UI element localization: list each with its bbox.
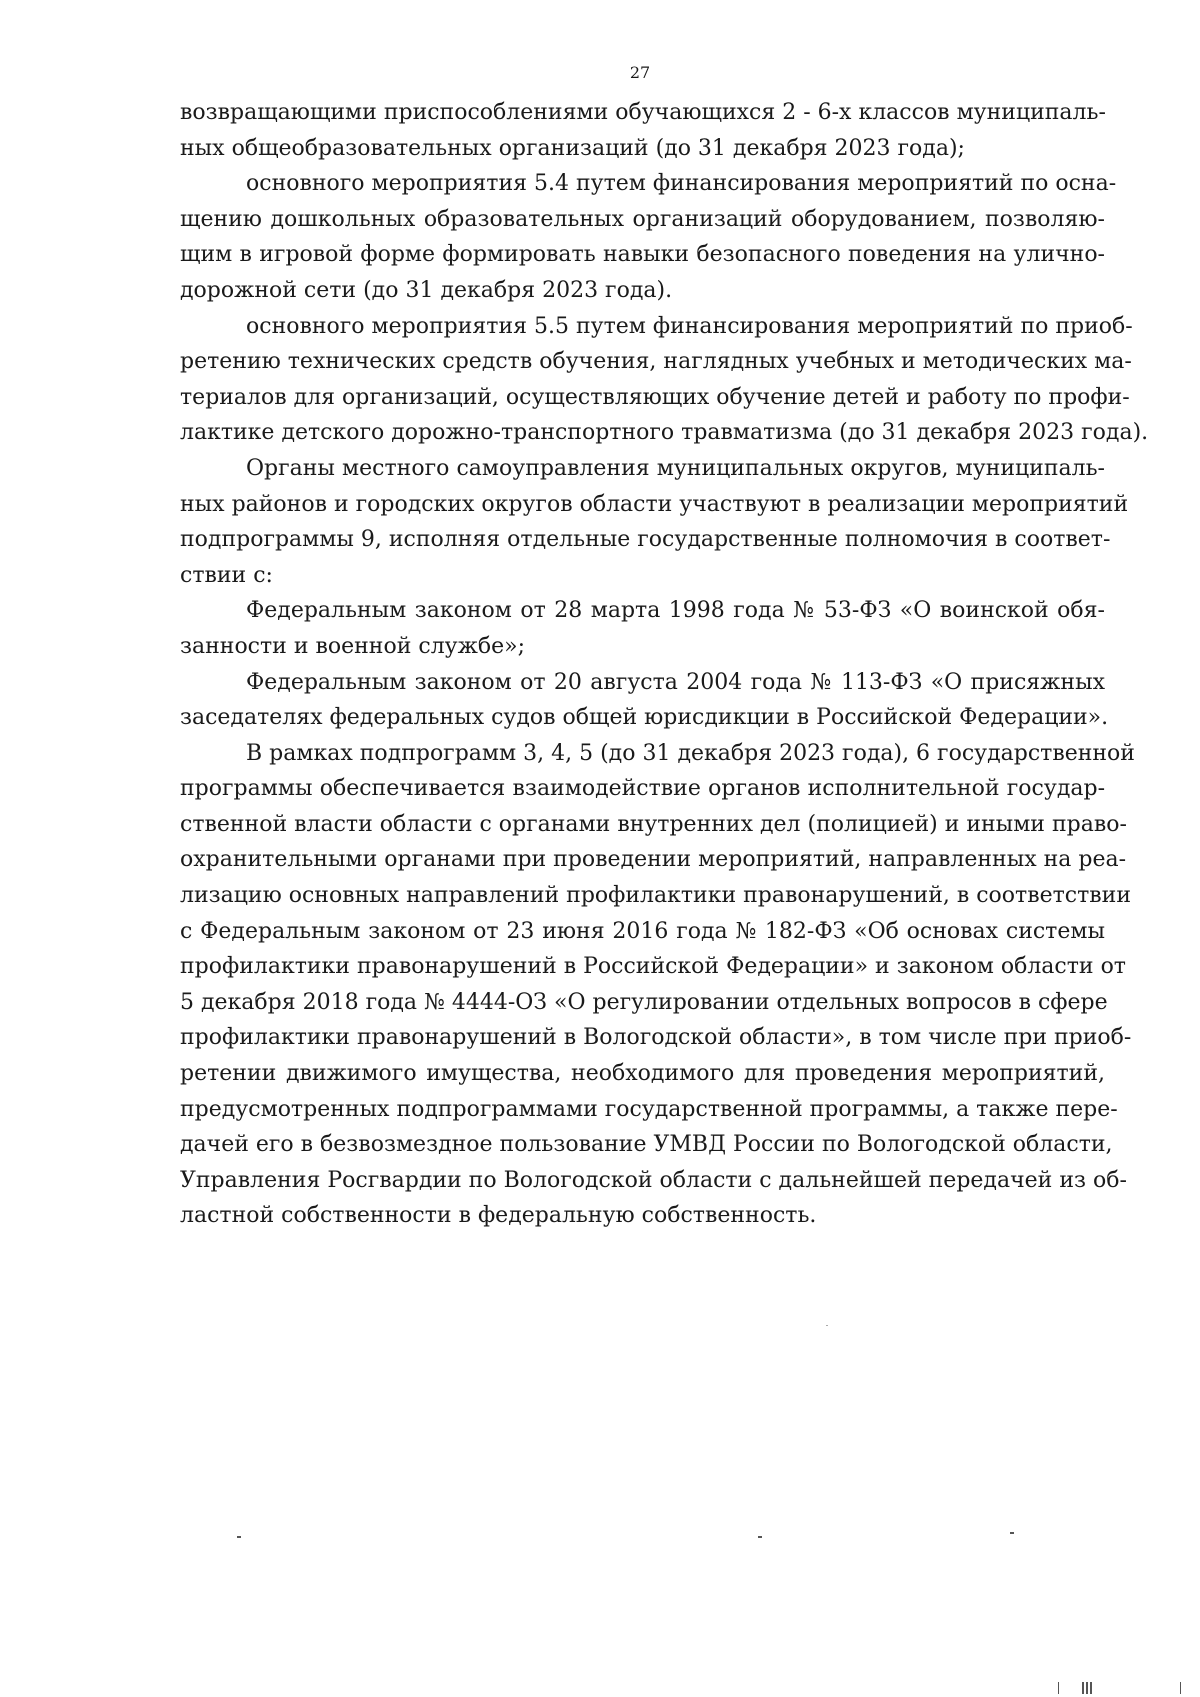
text-line: лизацию основных направлений профилактики правонарушений, в соответствии — [180, 883, 1131, 909]
text-line: программы обеспечивается взаимодействие органов исполнительной государ- — [180, 776, 1105, 802]
text-line: ствии с: — [180, 562, 273, 588]
text-line: Органы местного самоуправления муниципальных округов, муниципаль- — [246, 455, 1105, 481]
text-line: возвращающими приспособлениями обучающихся 2 - 6-х классов муниципаль- — [180, 100, 1106, 125]
scan-artifact — [1090, 1682, 1092, 1694]
page-number: 27 — [629, 63, 651, 82]
scan-artifact — [826, 1325, 828, 1326]
text-line: ретении движимого имущества, необходимого для проведения мероприятий, — [180, 1061, 1105, 1087]
text-line: профилактики правонарушений в Вологодской области», в том числе при приоб- — [180, 1025, 1132, 1051]
text-line: лактике детского дорожно-транспортного травматизма (до 31 декабря 2023 года). — [180, 420, 1149, 446]
text-line: 5 декабря 2018 года № 4444-ОЗ «О регулировании отдельных вопросов в сфере — [180, 989, 1108, 1015]
document-body — [180, 95, 1149, 1234]
text-line: основного мероприятия 5.4 путем финансирования мероприятий по осна- — [246, 171, 1117, 197]
text-line: Федеральным законом от 20 августа 2004 года № 113-ФЗ «О присяжных — [246, 669, 1105, 695]
text-line: териалов для организаций, осуществляющих обучение детей и работу по профи- — [180, 384, 1130, 410]
text-line: щению дошкольных образовательных организаций оборудованием, позволяю- — [180, 206, 1105, 232]
text-line: охранительными органами при проведении мероприятий, направленных на реа- — [180, 847, 1127, 873]
text-line: ластной собственности в федеральную собственность. — [180, 1203, 817, 1229]
text-line: щим в игровой форме формировать навыки безопасного поведения на улично- — [180, 242, 1105, 268]
text-line: дачей его в безвозмездное пользование УМВД России по Вологодской области, — [180, 1132, 1113, 1158]
text-line: Федеральным законом от 28 марта 1998 года № 53-ФЗ «О воинской обя- — [246, 598, 1105, 624]
scan-artifact — [1082, 1682, 1084, 1694]
scan-artifact — [1086, 1682, 1088, 1694]
text-line: В рамках подпрограмм 3, 4, 5 (до 31 декабря 2023 года), 6 государственной — [246, 740, 1135, 766]
text-line: предусмотренных подпрограммами государственной программы, а также пере- — [180, 1096, 1118, 1122]
text-line: ретению технических средств обучения, наглядных учебных и методических ма- — [180, 349, 1132, 375]
text-line: профилактики правонарушений в Российской Федерации» и законом области от — [180, 954, 1126, 980]
scan-artifact — [758, 1536, 762, 1538]
text-line: ных районов и городских округов области участвуют в реализации мероприятий — [180, 491, 1129, 517]
scan-artifact — [1180, 1682, 1181, 1694]
text-line: Управления Росгвардии по Вологодской области с дальнейшей передачей из об- — [180, 1167, 1127, 1193]
scan-artifact — [1058, 1682, 1059, 1694]
text-line: дорожной сети (до 31 декабря 2023 года). — [180, 277, 673, 303]
scan-artifact — [237, 1536, 241, 1538]
text-line: подпрограммы 9, исполняя отдельные государственные полномочия в соответ- — [180, 527, 1111, 553]
text-line: основного мероприятия 5.5 путем финансирования мероприятий по приоб- — [246, 313, 1133, 339]
text-line: с Федеральным законом от 23 июня 2016 года № 182-ФЗ «Об основах системы — [180, 918, 1105, 944]
text-line: занности и военной службе»; — [180, 633, 525, 659]
text-line: ственной власти области с органами внутренних дел (полицией) и иными право- — [180, 811, 1127, 837]
text-line: заседателях федеральных судов общей юрисдикции в Российской Федерации». — [180, 705, 1109, 731]
scan-artifact — [1010, 1532, 1014, 1534]
text-line: ных общеобразовательных организаций (до 31 декабря 2023 года); — [180, 135, 965, 161]
